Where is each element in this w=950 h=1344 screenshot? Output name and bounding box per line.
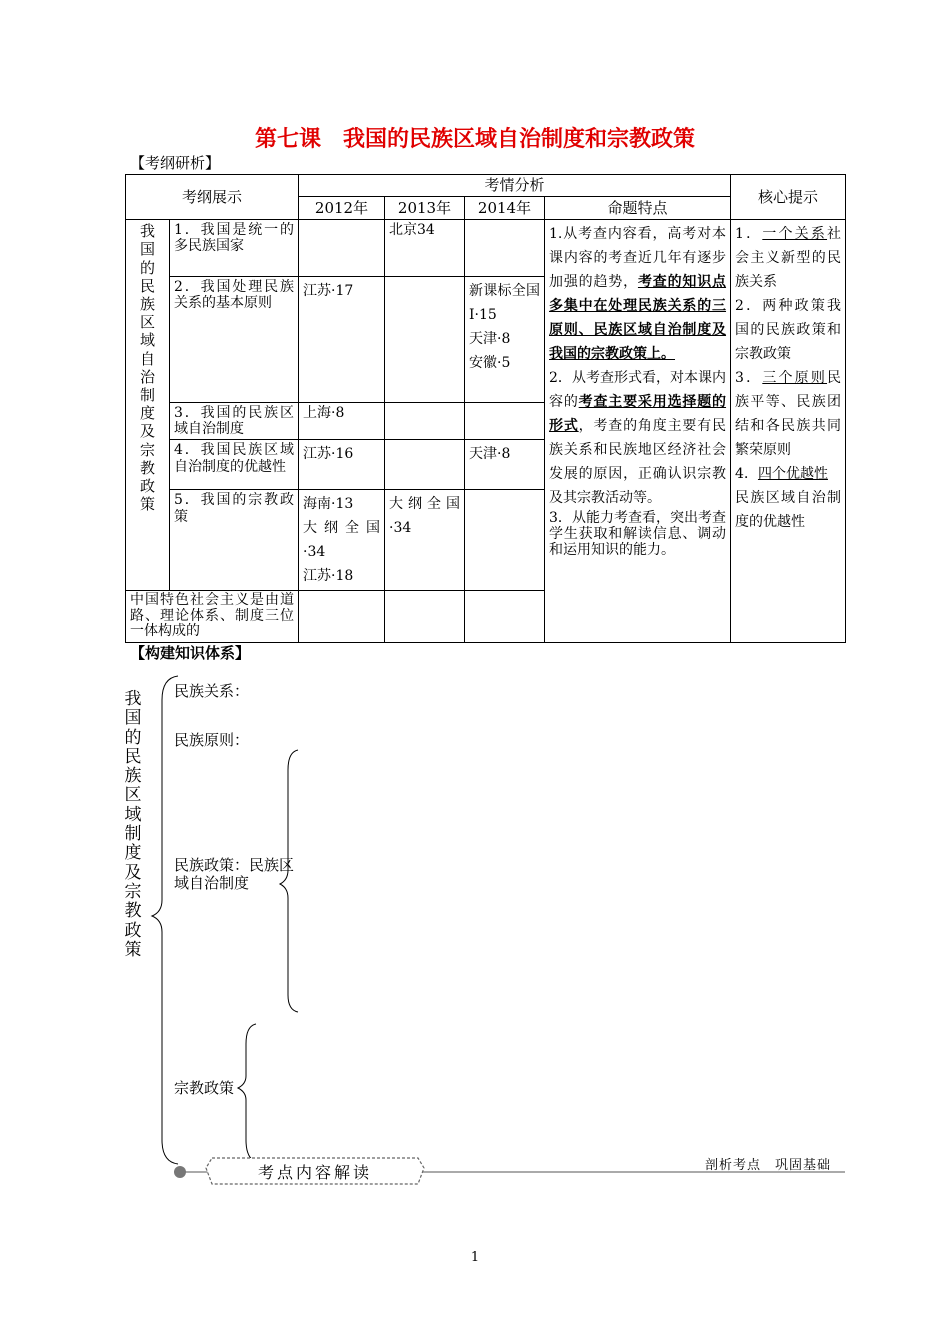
kb-item-minzu-guanxi: 民族关系： — [174, 682, 250, 700]
cell-r2-2012: 江苏·17 — [299, 277, 385, 403]
kb-item-zongjiao-zhengce: 宗教政策 — [174, 1079, 235, 1097]
kaogang-section-label: 【考纲研析】 — [130, 154, 221, 172]
outline-item-1: 1．我国是统一的多民族国家 — [170, 220, 299, 277]
cell-r2-2014: 新课标全国Ⅰ·15 天津·8 安徽·5 — [465, 277, 545, 403]
header-kaoqing: 考情分析 — [299, 175, 731, 197]
kb-item-minzu-yuanze: 民族原则： — [174, 731, 250, 749]
cell-r4-2014: 天津·8 — [465, 440, 545, 490]
header-kaogang: 考纲展示 — [126, 175, 299, 220]
knowledge-root-title: 我 国 的 民 族 区 域 制 度 及 宗 教 政 策 — [124, 689, 142, 960]
cell-r1-2013: 北京34 — [385, 220, 465, 277]
kb-item-minzu-zhengce: 民族政策：民族区域自治制度 — [174, 856, 295, 892]
header-year-2014: 2014年 — [465, 197, 545, 220]
last-row-text: 中国特色社会主义是由道路、理论体系、制度三位一体构成的 — [126, 591, 299, 642]
outline-item-5: 5．我国的宗教政策 — [170, 490, 299, 591]
page-number: 1 — [470, 1250, 480, 1265]
header-year-2012: 2012年 — [299, 197, 385, 220]
mingti-cell: 1.从考查内容看，高考对本课内容的考查近几年有逐步加强的趋势，考查的知识点多集中在处理民族关系的三原则、民族区域自治制度及我国的宗教政策上。 2．从考查形式看，对本课内容的考查主要采用选择题的形式，考查的角度主要有民族关系和民族地区经济社会发展的原因，正确认识宗教及其宗教活动等。 3．从能力考查看，突出考查学生获取和解读信息、调动和运用知识的能力。 — [545, 220, 731, 642]
cell-r4-2012: 江苏·16 — [299, 440, 385, 490]
header-hexin: 核心提示 — [731, 175, 846, 220]
footer-banner: 考点内容解读 — [257, 1163, 372, 1182]
cell-r3-2012: 上海·8 — [299, 403, 385, 440]
header-year-2013: 2013年 — [385, 197, 465, 220]
cell-r5-2013: 大纲全国·34 — [385, 490, 465, 591]
outline-item-2: 2．我国处理民族关系的基本原则 — [170, 277, 299, 403]
outline-item-4: 4．我国民族区域自治制度的优越性 — [170, 440, 299, 490]
outline-item-3: 3．我国的民族区域自治制度 — [170, 403, 299, 440]
page-title: 第七课 我国的民族区域自治制度和宗教政策 — [254, 127, 695, 152]
hexin-cell: 1．一个关系社会主义新型的民族关系 2．两种政策我国的民族政策和宗教政策 3．三个原则民族平等、民族团结和各民族共同繁荣原则 4．四个优越性 民族区域自治制度的优越性 — [731, 220, 846, 642]
cell-r5-2012: 海南·13 大纲全国·34 江苏·18 — [299, 490, 385, 591]
unit-label: 我 国 的 民 族 区 域 自 治 制 度 及 宗 教 政 策 — [126, 220, 170, 591]
knowledge-section-label: 【构建知识体系】 — [130, 644, 251, 662]
header-mingti: 命题特点 — [545, 197, 731, 220]
footer-right-text: 剖析考点 巩固基础 — [705, 1158, 832, 1173]
